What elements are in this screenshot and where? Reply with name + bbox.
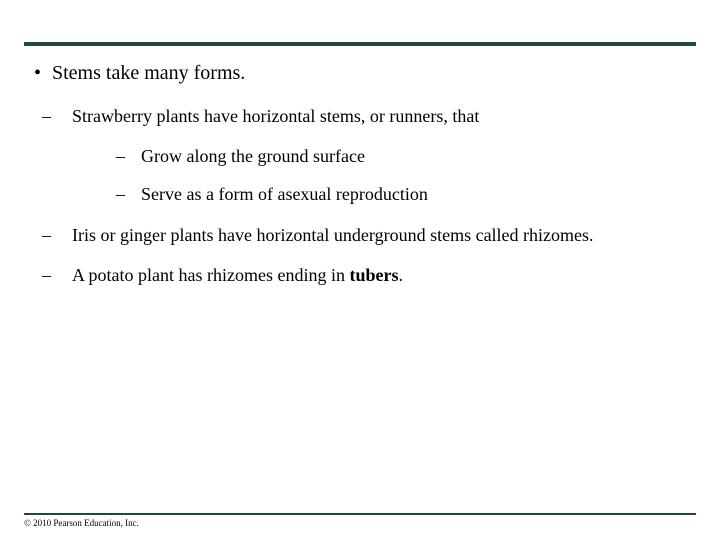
- sub-bullet-text-after: .: [398, 265, 403, 285]
- bullet-stems-forms: [34, 62, 245, 85]
- dash-marker: –: [116, 146, 125, 166]
- sub-bullet-strawberry: [42, 106, 479, 127]
- dash-marker: –: [116, 184, 125, 204]
- sub-sub-bullet-grow: [116, 146, 365, 167]
- dash-marker: –: [42, 265, 51, 285]
- sub-bullet-text-before: A potato plant has rhizomes ending in: [72, 265, 350, 285]
- top-divider: [24, 42, 696, 46]
- sub-sub-bullet-text: Serve as a form of asexual reproduction: [141, 184, 428, 204]
- sub-bullet-potato: [42, 265, 403, 286]
- bullet-text: Stems take many forms.: [52, 62, 246, 84]
- sub-sub-bullet-text: Grow along the ground surface: [141, 146, 365, 166]
- sub-bullet-text: Iris or ginger plants have horizontal underground stems called rhizomes.: [72, 225, 594, 245]
- bullet-marker: •: [34, 62, 42, 84]
- dash-marker: –: [42, 225, 51, 245]
- sub-sub-bullet-serve: [116, 184, 428, 205]
- tubers-term: tubers: [349, 265, 399, 285]
- copyright-footer: © 2010 Pearson Education, Inc.: [24, 518, 139, 528]
- sub-bullet-iris-ginger: [42, 225, 594, 246]
- bottom-divider: [24, 513, 696, 515]
- sub-bullet-text: Strawberry plants have horizontal stems, or runners, that: [72, 106, 480, 126]
- dash-marker: –: [42, 106, 51, 126]
